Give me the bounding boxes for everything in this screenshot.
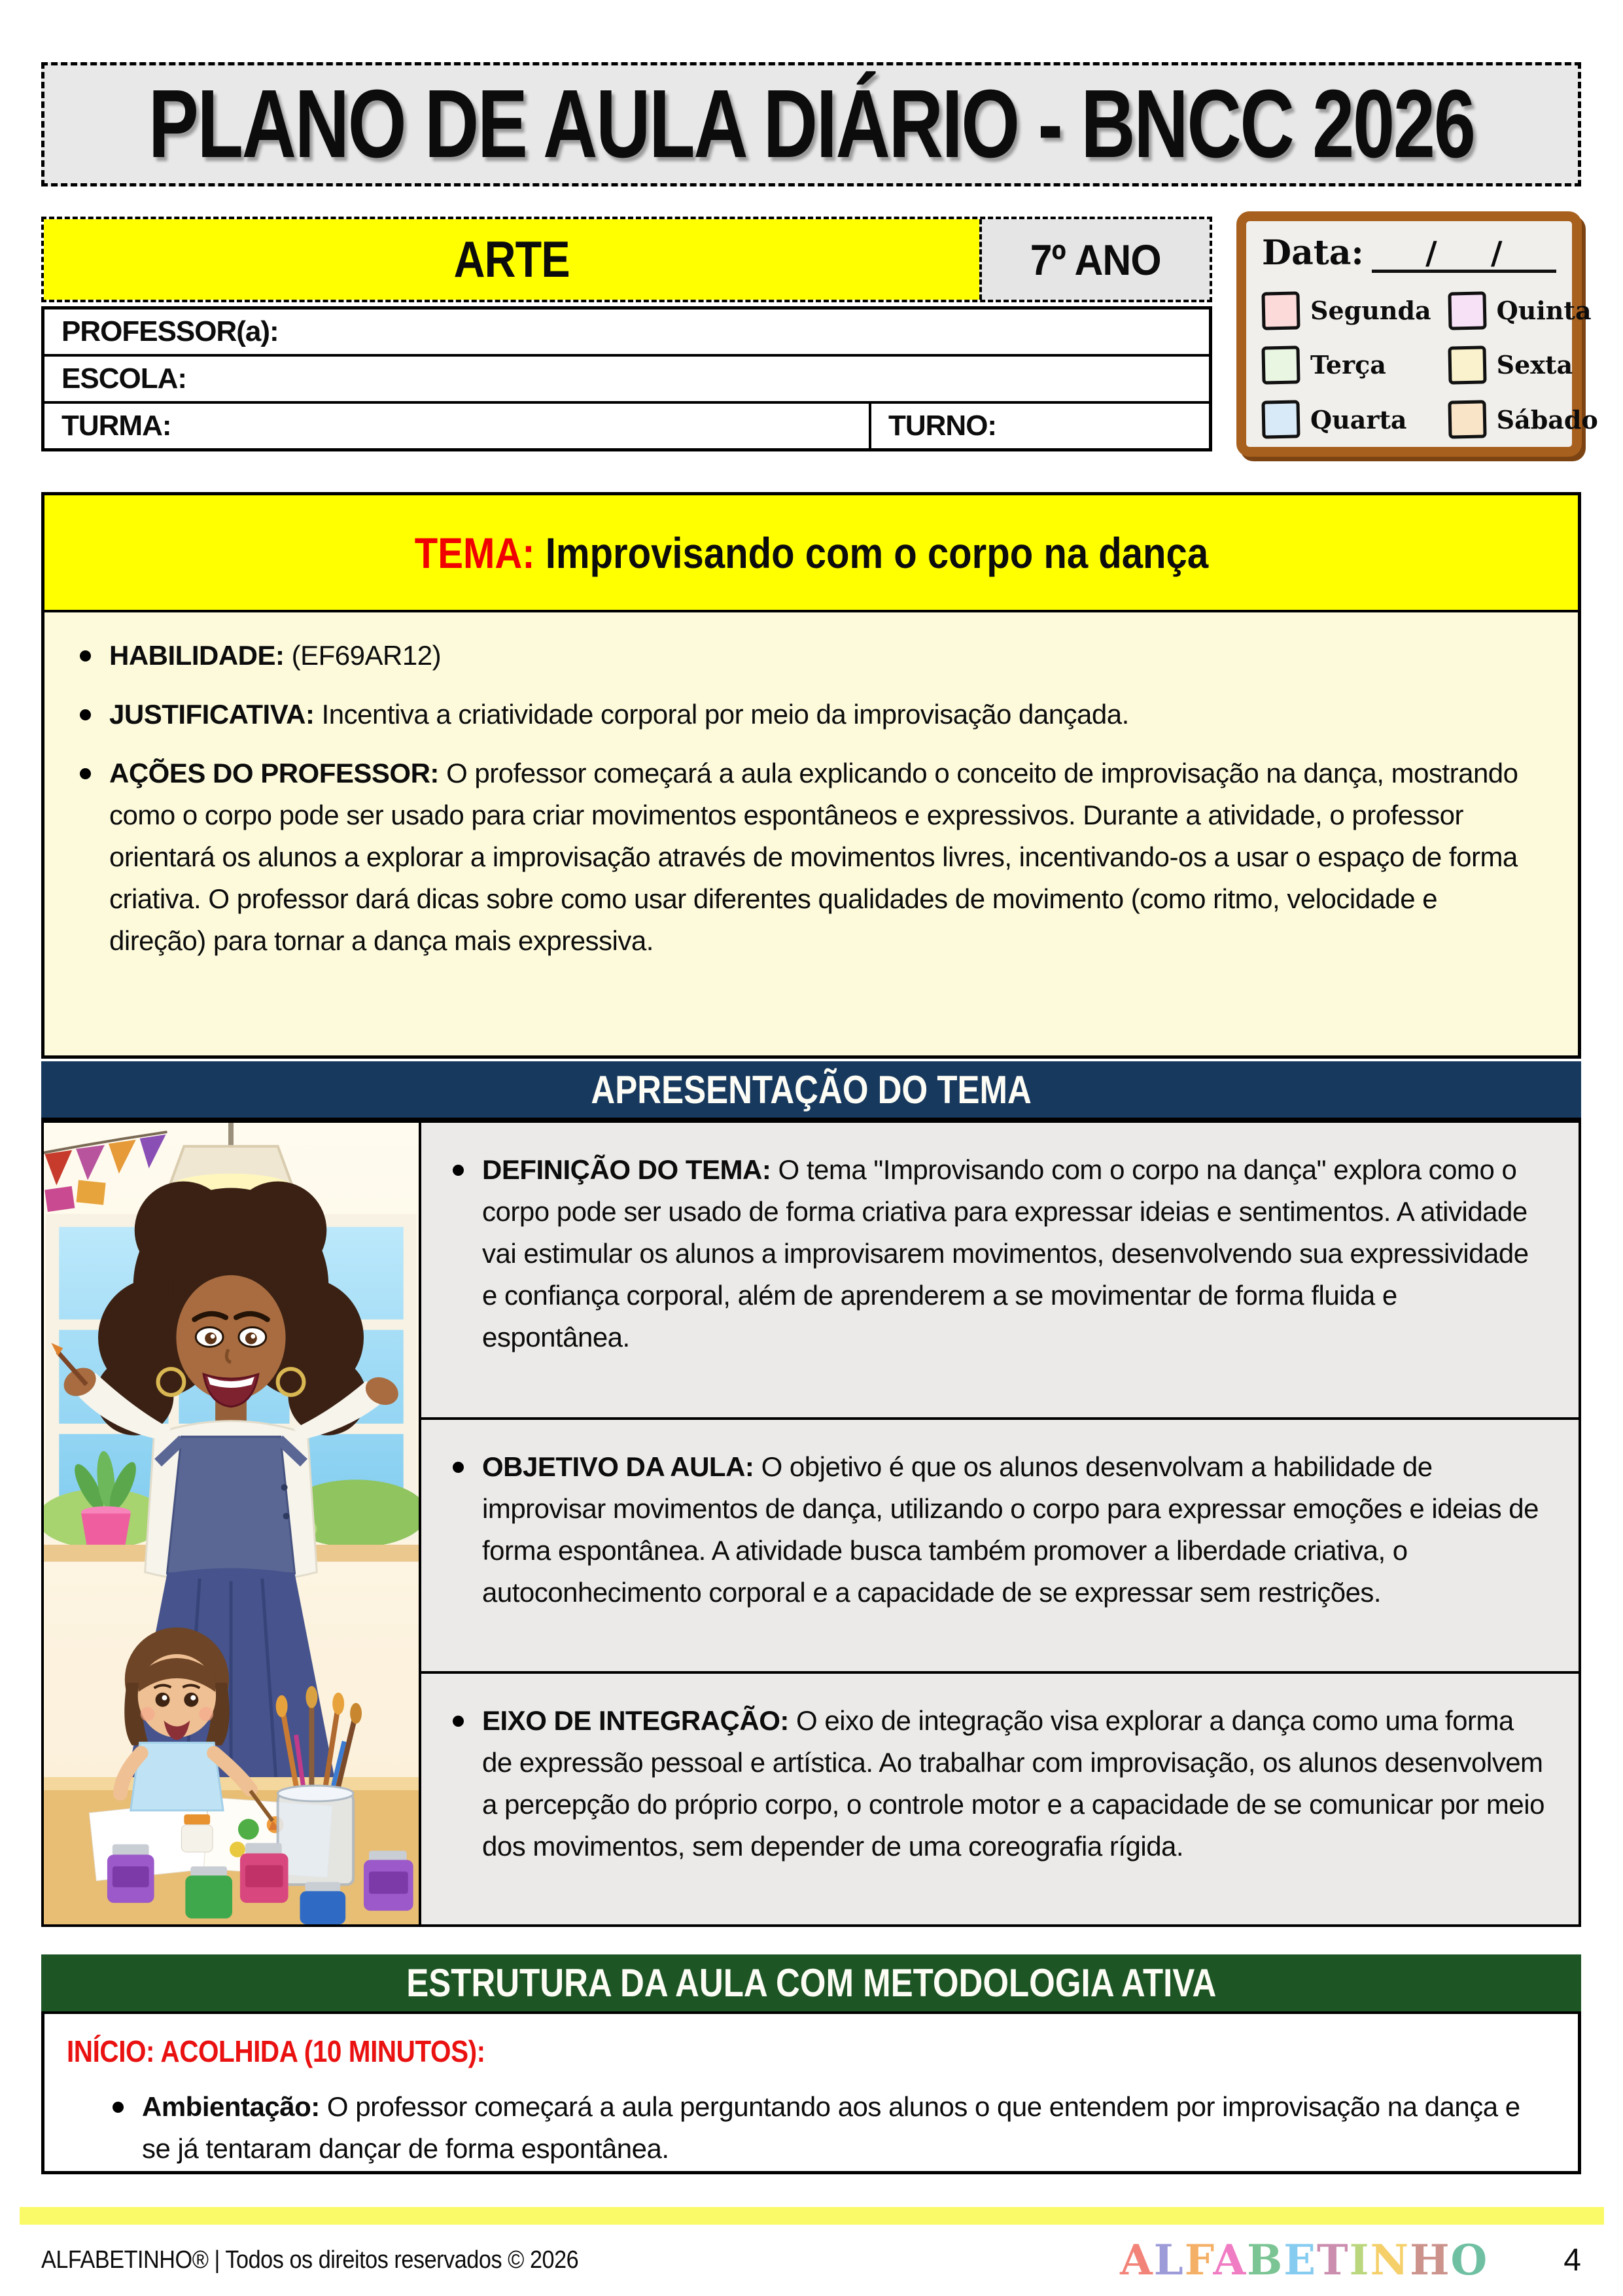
apresentacao-table — [41, 1120, 1581, 1927]
bullet-dot-icon — [453, 1716, 464, 1727]
list-item — [453, 1149, 1544, 1404]
estrutura-title: ESTRUTURA DA AULA COM METODOLOGIA ATIVA — [406, 1961, 1217, 2005]
estrutura-header-bar — [41, 1954, 1581, 2014]
footer — [41, 2236, 1581, 2284]
checkbox-terca[interactable] — [1261, 345, 1300, 384]
page-number: 4 — [1563, 2242, 1581, 2278]
tema-label: TEMA: — [414, 528, 535, 577]
illustration-cell — [44, 1123, 421, 1924]
estrutura-body — [41, 2014, 1581, 2174]
turma-input[interactable] — [171, 404, 869, 448]
tema-section — [41, 492, 1581, 1059]
list-item — [113, 2086, 1552, 2170]
day-item-quinta — [1448, 290, 1598, 331]
classroom-illustration — [44, 1123, 419, 1924]
subject-row — [41, 217, 1212, 302]
date-input-line[interactable] — [1372, 234, 1556, 273]
objetivo-cell — [421, 1417, 1579, 1671]
info-table — [41, 306, 1212, 451]
escola-input[interactable] — [186, 357, 1209, 401]
bullet-dot-icon — [80, 709, 91, 720]
day-item-terca — [1262, 344, 1431, 385]
list-item — [80, 694, 1535, 735]
tema-body — [44, 612, 1578, 1055]
checkbox-quinta[interactable] — [1448, 291, 1486, 330]
table-row-escola — [44, 354, 1209, 401]
escola-label: ESCOLA: — [61, 362, 186, 395]
copyright-text: ALFABETINHO® | Todos os direitos reservados © 2026 — [41, 2246, 579, 2274]
apresentacao-title: APRESENTAÇÃO DO TEMA — [591, 1067, 1032, 1112]
checkbox-sexta[interactable] — [1448, 345, 1486, 384]
bullet-dot-icon — [453, 1462, 464, 1473]
day-item-segunda — [1262, 290, 1431, 331]
page-title: PLANO DE AULA DIÁRIO - BNCC 2026 — [148, 70, 1475, 178]
apresentacao-header-bar — [41, 1061, 1581, 1120]
turno-input[interactable] — [996, 404, 1209, 448]
acoes-professor-label: AÇÕES DO PROFESSOR: — [109, 758, 439, 788]
checkbox-sabado[interactable] — [1448, 400, 1486, 439]
objetivo-label: OBJETIVO DA AULA: — [482, 1451, 754, 1482]
tema-title — [414, 528, 1208, 578]
table-row-professor — [44, 309, 1209, 354]
bullet-dot-icon — [453, 1165, 464, 1176]
grade-cell — [979, 219, 1210, 300]
day-item-quarta — [1262, 399, 1431, 440]
tema-header — [44, 495, 1578, 612]
inicio-heading: INÍCIO: ACOLHIDA (10 MINUTOS): — [67, 2034, 485, 2068]
bullet-dot-icon — [80, 650, 91, 662]
acoes-professor-text: O professor começará a aula explicando o conceito de improvisação na dança, mostrando como o corpo pode ser usado para criar movimentos espontâneos e expressivos. Durante a atividade, o professor orientará os alunos a explorar a improvisação através de movimentos livres, incentivando-os a usar o espaço de forma criativa. O professor dará dicas sobre como usar diferentes qualidades de movimento (como ritmo, velocidade e direção) para tornar a dança mais expressiva. — [109, 758, 1518, 956]
table-row-turma-turno — [44, 401, 1209, 448]
habilidade-label: HABILIDADE: — [109, 640, 285, 671]
checkbox-segunda[interactable] — [1261, 291, 1300, 330]
list-item — [80, 752, 1535, 962]
ambientacao-text: O professor começará a aula perguntando aos alunos o que entendem por improvisação na dança e se já tentaram dançar de forma espontânea. — [142, 2091, 1520, 2164]
tema-text: Improvisando com o corpo na dança — [545, 528, 1208, 577]
turno-cell — [869, 404, 1209, 448]
eixo-label: EIXO DE INTEGRAÇÃO: — [482, 1705, 789, 1736]
definicao-cell — [421, 1123, 1579, 1417]
bullet-dot-icon — [113, 2102, 124, 2113]
alfabetinho-logo: ALFABETINHO — [1120, 2235, 1489, 2285]
day-label-terca: Terça — [1310, 350, 1386, 380]
day-label-quarta: Quarta — [1310, 404, 1407, 434]
subject-name: ARTE — [453, 230, 570, 288]
objetivo-text: O objetivo é que os alunos desenvolvam a habilidade de improvisar movimentos de dança, utilizando o corpo para expressar emoções e ideias de forma espontânea. A atividade busca também promover a liberdade criativa, o autoconhecimento corporal e a capacidade de se expressar sem restrições. — [482, 1451, 1539, 1608]
date-label: Data: — [1262, 233, 1364, 273]
date-panel — [1236, 211, 1598, 457]
eixo-cell — [421, 1671, 1579, 1924]
footer-accent-strip — [20, 2207, 1604, 2225]
justificativa-label: JUSTIFICATIVA: — [109, 699, 315, 730]
ambientacao-label: Ambientação: — [142, 2091, 320, 2122]
list-item — [453, 1446, 1544, 1658]
subject-cell — [44, 219, 979, 300]
day-item-sabado — [1448, 399, 1598, 440]
day-label-sexta: Sexta — [1496, 350, 1573, 380]
day-label-segunda: Segunda — [1310, 296, 1431, 326]
date-slash: / — [1425, 234, 1437, 272]
list-item — [453, 1700, 1544, 1911]
habilidade-text: (EF69AR12) — [291, 640, 442, 671]
turno-label: TURNO: — [888, 410, 997, 442]
eixo-text: O eixo de integração visa explorar a dança como uma forma de expressão pessoal e artística. Ao trabalhar com improvisação, os alunos desenvolvem a percepção do próprio corpo, o controle motor e a capacidade de se comunicar por meio dos movimentos, sem depender de uma coreografia rígida. — [482, 1705, 1544, 1862]
day-label-sabado: Sábado — [1496, 404, 1598, 434]
checkbox-quarta[interactable] — [1261, 400, 1300, 439]
turma-label: TURMA: — [61, 410, 171, 442]
day-item-sexta — [1448, 344, 1598, 385]
list-item — [80, 635, 1535, 677]
day-label-quinta: Quinta — [1496, 296, 1592, 326]
professor-input[interactable] — [279, 309, 1209, 354]
bullet-dot-icon — [80, 768, 91, 779]
justificativa-text: Incentiva a criatividade corporal por meio da improvisação dançada. — [321, 699, 1129, 730]
grade-name: 7º ANO — [1030, 235, 1161, 284]
definicao-label: DEFINIÇÃO DO TEMA: — [482, 1154, 771, 1185]
weekday-checkbox-grid — [1262, 290, 1598, 440]
professor-label: PROFESSOR(a): — [61, 315, 279, 347]
date-slash: / — [1491, 234, 1503, 272]
definicao-text: O tema "Improvisando com o corpo na dança" explora como o corpo pode ser usado de forma criativa para expressar ideias e sentimentos. A atividade vai estimular os alunos a improvisarem movimentos, desenvolvendo sua expressividade e confiança corporal, além de aprenderem a se movimentar de forma fluida e espontânea. — [482, 1154, 1529, 1352]
document-header — [41, 62, 1581, 186]
